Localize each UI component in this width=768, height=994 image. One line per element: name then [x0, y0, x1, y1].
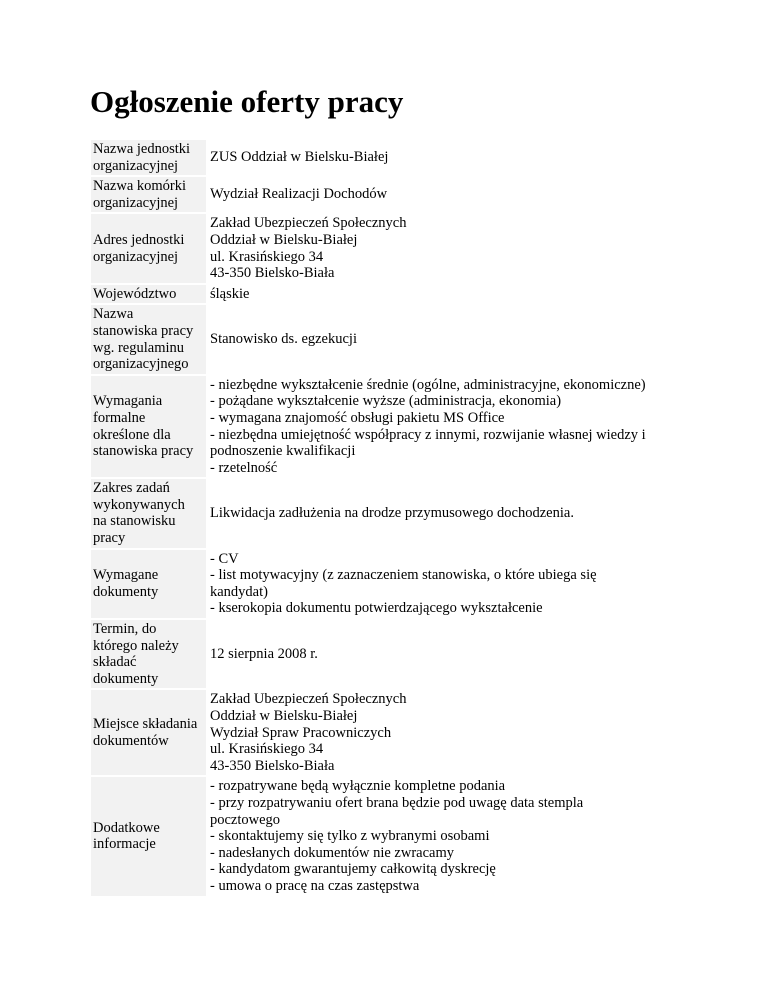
page-title: Ogłoszenie oferty pracy [90, 84, 404, 119]
table-row [91, 305, 683, 373]
row-label: Wymagane dokumenty [91, 550, 206, 618]
row-label: Dodatkowe informacje [91, 777, 206, 895]
table-row [91, 214, 683, 282]
row-value: Zakład Ubezpieczeń Społecznych Oddział w Bielsku-Białej ul. Krasińskiego 34 43-350 Bielsko-Biała [208, 214, 683, 282]
row-label: Nazwa komórki organizacyjnej [91, 177, 206, 212]
row-label: Nazwa jednostki organizacyjnej [91, 140, 206, 175]
table-row [91, 690, 683, 775]
row-value: - CV - list motywacyjny (z zaznaczeniem stanowiska, o które ubiega się kandydat) - kserokopia dokumentu potwierdzającego wykształcenie [208, 550, 683, 618]
table-row [91, 550, 683, 618]
row-value: 12 sierpnia 2008 r. [208, 620, 683, 688]
table-row [91, 140, 683, 175]
row-value: śląskie [208, 285, 683, 304]
row-value: ZUS Oddział w Bielsku-Białej [208, 140, 683, 175]
row-label: Zakres zadań wykonywanych na stanowisku pracy [91, 479, 206, 547]
row-value: Stanowisko ds. egzekucji [208, 305, 683, 373]
row-value: - rozpatrywane będą wyłącznie kompletne podania - przy rozpatrywaniu ofert brana będzie pod uwagę data stempla pocztowego - skontaktujemy się tylko z wybranymi osobami - nadesłanych dokumentów nie zwracamy - kandydatom gwarantujemy całkowitą dyskrecję - umowa o pracę na czas zastępstwa [208, 777, 683, 895]
table-row [91, 777, 683, 895]
table-row [91, 285, 683, 304]
row-label: Termin, do którego należy składać dokumenty [91, 620, 206, 688]
table-row [91, 479, 683, 547]
table-row [91, 620, 683, 688]
row-label: Wymagania formalne określone dla stanowiska pracy [91, 376, 206, 478]
row-value: - niezbędne wykształcenie średnie (ogólne, administracyjne, ekonomiczne) - pożądane wykształcenie wyższe (administracja, ekonomia) - wymagana znajomość obsługi pakietu MS Office - niezbędna umiejętność współpracy z innymi, rozwijanie własnej wiedzy i podnoszenie kwalifikacji - rzetelność [208, 376, 683, 478]
row-label: Województwo [91, 285, 206, 304]
row-label: Adres jednostki organizacyjnej [91, 214, 206, 282]
row-label: Nazwa stanowiska pracy wg. regulaminu organizacyjnego [91, 305, 206, 373]
job-offer-table [89, 138, 685, 898]
table-row [91, 177, 683, 212]
row-value: Likwidacja zadłużenia na drodze przymusowego dochodzenia. [208, 479, 683, 547]
table-row [91, 376, 683, 478]
row-value: Wydział Realizacji Dochodów [208, 177, 683, 212]
row-label: Miejsce składania dokumentów [91, 690, 206, 775]
row-value: Zakład Ubezpieczeń Społecznych Oddział w Bielsku-Białej Wydział Spraw Pracowniczych ul. Krasińskiego 34 43-350 Bielsko-Biała [208, 690, 683, 775]
